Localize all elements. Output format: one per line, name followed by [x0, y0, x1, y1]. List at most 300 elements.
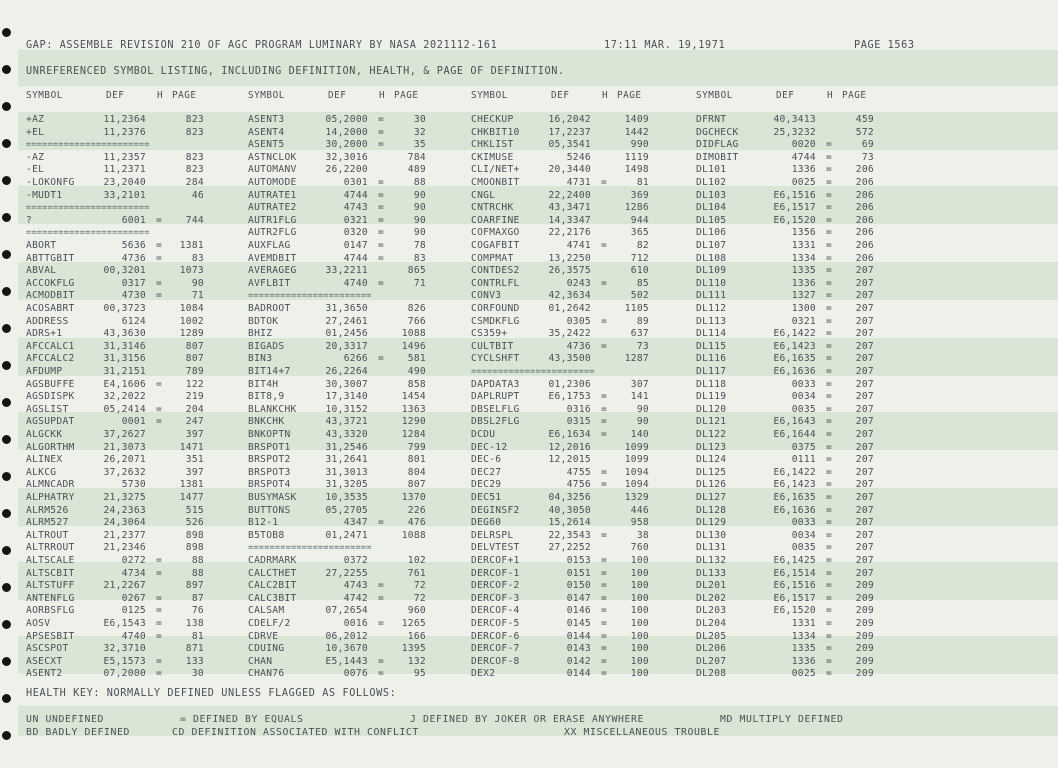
symbol-page: 807 [185, 340, 204, 352]
symbol-health: = [826, 441, 833, 453]
symbol-def: 0016 [343, 618, 368, 629]
page-number: PAGE 1563 [854, 40, 915, 51]
feed-hole [2, 324, 11, 333]
symbol-name: DELRSPL [471, 529, 514, 541]
symbol-health: = [378, 139, 385, 151]
symbol-name: AOSV [26, 618, 51, 629]
symbol-name: CMOONBIT [471, 177, 520, 188]
symbol-page: 960 [407, 605, 426, 617]
symbol-page: 85 [636, 277, 649, 289]
symbol-health: = [156, 277, 163, 289]
symbol-def: 0153 [566, 555, 591, 566]
symbol-page: 81 [636, 177, 649, 188]
symbol-page: 207 [855, 340, 874, 352]
symbol-page: 760 [630, 542, 649, 554]
symbol-page: 207 [855, 315, 874, 327]
symbol-health: = [826, 618, 833, 629]
symbol-health: = [156, 416, 163, 428]
symbol-health: = [826, 202, 833, 214]
symbol-name: DL126 [696, 479, 727, 491]
column-header-def: DEF [106, 90, 125, 101]
symbol-def: 0020 [791, 139, 816, 151]
symbol-page: 69 [861, 139, 874, 151]
symbol-page: 1284 [401, 429, 426, 440]
symbol-page: 581 [407, 353, 426, 365]
symbol-name: ABTTGBIT [26, 252, 75, 264]
symbol-name: DERCOF-6 [471, 630, 520, 642]
symbol-name: DEC-6 [471, 454, 502, 466]
symbol-name: DL107 [696, 240, 727, 251]
symbol-health: = [601, 555, 608, 566]
symbol-page: 207 [855, 403, 874, 415]
separator-text: ======================= [26, 140, 150, 151]
symbol-health: = [601, 416, 608, 428]
symbol-name: ALRM526 [26, 504, 69, 516]
symbol-page: 72 [413, 580, 426, 592]
symbol-page: 209 [855, 643, 874, 655]
symbol-health: = [601, 643, 608, 655]
symbol-page: 799 [407, 441, 426, 453]
symbol-name: BNKCHK [248, 416, 285, 428]
symbol-def: 14,3347 [548, 214, 591, 226]
symbol-page: 207 [855, 454, 874, 466]
symbol-page: 1094 [624, 479, 649, 491]
symbol-health: = [826, 151, 833, 163]
symbol-name: DEC29 [471, 479, 502, 491]
symbol-def: 4744 [343, 252, 368, 264]
symbol-def: 10,3152 [325, 403, 368, 415]
symbol-name: AUTOMANV [248, 164, 297, 176]
symbol-page: 100 [630, 618, 649, 629]
symbol-page: 784 [407, 151, 426, 163]
symbol-def: 0034 [791, 529, 816, 541]
symbol-page: 204 [185, 403, 204, 415]
symbol-page: 1073 [179, 265, 204, 277]
symbol-def: 33,2101 [103, 189, 146, 201]
symbol-name: ASECXT [26, 655, 63, 667]
symbol-name: DL122 [696, 429, 727, 440]
symbol-def: 4755 [566, 466, 591, 478]
symbol-def: 26,2071 [103, 454, 146, 466]
symbol-health: = [156, 290, 163, 302]
symbol-name: BRSPOT4 [248, 479, 291, 491]
symbol-def: 00,3201 [103, 265, 146, 277]
column-header-symbol: SYMBOL [248, 90, 285, 101]
symbol-def: 4347 [343, 517, 368, 529]
symbol-def: 26,3575 [548, 265, 591, 277]
symbol-page: 1477 [179, 492, 204, 503]
symbol-name: DL130 [696, 529, 727, 541]
symbol-page: 90 [413, 202, 426, 214]
feed-hole [2, 657, 11, 666]
symbol-health: = [826, 529, 833, 541]
column-header-symbol: SYMBOL [696, 90, 733, 101]
symbol-def: 4740 [343, 277, 368, 289]
symbol-page: 90 [636, 416, 649, 428]
feed-hole [2, 472, 11, 481]
column-header-page: PAGE [617, 90, 642, 101]
symbol-health: = [378, 177, 385, 188]
symbol-page: 90 [413, 214, 426, 226]
symbol-page: 284 [185, 177, 204, 188]
symbol-name: ACCOKFLG [26, 277, 75, 289]
feed-hole [2, 213, 11, 222]
symbol-health: = [601, 340, 608, 352]
symbol-def: 30,3007 [325, 378, 368, 390]
symbol-name: ASENT2 [26, 668, 63, 680]
symbol-name: ? [26, 214, 33, 226]
symbol-name: CADRMARK [248, 555, 297, 566]
feed-hole [2, 361, 11, 370]
symbol-health: = [826, 303, 833, 314]
symbol-name: +AZ [26, 114, 45, 125]
symbol-name: DL103 [696, 189, 727, 201]
symbol-name: DL104 [696, 202, 727, 214]
symbol-def: 4741 [566, 240, 591, 251]
symbol-health: = [826, 517, 833, 529]
symbol-name: BHIZ [248, 328, 273, 340]
column-header-page: PAGE [394, 90, 419, 101]
symbol-page: 100 [630, 592, 649, 604]
separator-text: ======================= [471, 367, 595, 377]
symbol-def: 21,2346 [103, 542, 146, 554]
symbol-page: 1498 [624, 164, 649, 176]
symbol-name: ALTROUT [26, 529, 69, 541]
symbol-page: 897 [185, 580, 204, 592]
symbol-def: 0321 [343, 214, 368, 226]
symbol-name: CALC2BIT [248, 580, 297, 592]
symbol-name: DL113 [696, 315, 727, 327]
symbol-def: 4731 [566, 177, 591, 188]
symbol-page: 100 [630, 668, 649, 680]
symbol-health: = [826, 504, 833, 516]
symbol-name: DERCOF-1 [471, 567, 520, 579]
symbol-page: 32 [413, 126, 426, 138]
symbol-name: DL208 [696, 668, 727, 680]
symbol-name: ALINEX [26, 454, 63, 466]
symbol-health: = [826, 668, 833, 680]
symbol-health: = [601, 277, 608, 289]
symbol-name: AUTRATE1 [248, 189, 297, 201]
symbol-def: 0320 [343, 227, 368, 239]
symbol-name: DEC51 [471, 492, 502, 503]
symbol-page: 88 [413, 177, 426, 188]
symbol-name: ALGORTHM [26, 441, 75, 453]
symbol-health: = [156, 668, 163, 680]
symbol-page: 207 [855, 441, 874, 453]
symbol-def: 12,2016 [548, 441, 591, 453]
symbol-page: 95 [413, 668, 426, 680]
symbol-def: 43,3320 [325, 429, 368, 440]
symbol-name: BRSPOT1 [248, 441, 291, 453]
symbol-def: 25,3232 [773, 126, 816, 138]
symbol-page: 82 [636, 240, 649, 251]
symbol-name: ABORT [26, 240, 57, 251]
symbol-page: 1381 [179, 240, 204, 251]
symbol-def: 43,3471 [548, 202, 591, 214]
symbol-page: 1329 [624, 492, 649, 503]
symbol-page: 206 [855, 227, 874, 239]
column-header-def: DEF [328, 90, 347, 101]
symbol-page: 90 [636, 403, 649, 415]
symbol-page: 807 [185, 353, 204, 365]
symbol-page: 207 [855, 542, 874, 554]
symbol-def: 0243 [566, 277, 591, 289]
symbol-name: BUTTONS [248, 504, 291, 516]
symbol-page: 365 [630, 227, 649, 239]
symbol-def: 1335 [791, 265, 816, 277]
symbol-name: ALPHATRY [26, 492, 75, 503]
symbol-def: 1300 [791, 303, 816, 314]
symbol-health: = [826, 630, 833, 642]
symbol-page: 207 [855, 303, 874, 314]
symbol-name: CDRVE [248, 630, 279, 642]
symbol-def: 0372 [343, 555, 368, 566]
symbol-def: E6,1422 [773, 466, 816, 478]
symbol-name: CALC3BIT [248, 592, 297, 604]
symbol-health: = [826, 391, 833, 403]
health-key-multiply-defined: MD MULTIPLY DEFINED [720, 714, 844, 725]
symbol-page: 100 [630, 630, 649, 642]
symbol-name: DERCOF+1 [471, 555, 520, 566]
symbol-health: = [826, 492, 833, 503]
symbol-page: 459 [855, 114, 874, 125]
symbol-def: E6,1520 [773, 605, 816, 617]
symbol-def: 1336 [791, 277, 816, 289]
symbol-def: 4742 [343, 592, 368, 604]
symbol-page: 209 [855, 580, 874, 592]
symbol-name: DL117 [696, 366, 727, 377]
symbol-name: -LOKONFG [26, 177, 75, 188]
symbol-name: COMPMAT [471, 252, 514, 264]
symbol-name: ASENT4 [248, 126, 285, 138]
symbol-health: = [156, 378, 163, 390]
symbol-def: 06,2012 [325, 630, 368, 642]
symbol-name: ABVAL [26, 265, 57, 277]
symbol-name: DL102 [696, 177, 727, 188]
symbol-def: 23,2040 [103, 177, 146, 188]
symbol-page: 1099 [624, 454, 649, 466]
symbol-name: CHKLIST [471, 139, 514, 151]
symbol-name: DL204 [696, 618, 727, 629]
symbol-name: ALRM527 [26, 517, 69, 529]
symbol-name: ADRS+1 [26, 328, 63, 340]
symbol-health: = [378, 126, 385, 138]
symbol-health: = [826, 290, 833, 302]
print-datetime: 17:11 MAR. 19,1971 [604, 40, 726, 51]
symbol-name: CHAN [248, 655, 273, 667]
symbol-page: 1395 [401, 643, 426, 655]
symbol-page: 207 [855, 504, 874, 516]
symbol-def: 21,2377 [103, 529, 146, 541]
symbol-page: 1084 [179, 303, 204, 314]
symbol-name: ASENT3 [248, 114, 285, 125]
symbol-def: E6,1425 [773, 555, 816, 566]
symbol-page: 766 [407, 315, 426, 327]
symbol-def: 0144 [566, 668, 591, 680]
symbol-def: 27,2255 [325, 567, 368, 579]
symbol-page: 207 [855, 529, 874, 541]
symbol-def: E6,1422 [773, 328, 816, 340]
symbol-page: 446 [630, 504, 649, 516]
symbol-name: DEGINSF2 [471, 504, 520, 516]
symbol-def: E6,1643 [773, 416, 816, 428]
feed-hole [2, 731, 11, 740]
symbol-def: 43,3721 [325, 416, 368, 428]
symbol-name: AUXFLAG [248, 240, 291, 251]
health-key-misc-trouble: XX MISCELLANEOUS TROUBLE [564, 727, 720, 738]
symbol-name: CDELF/2 [248, 618, 291, 629]
symbol-name: DL128 [696, 504, 727, 516]
symbol-def: 0111 [791, 454, 816, 466]
symbol-name: DEC-12 [471, 441, 508, 453]
symbol-health: = [826, 139, 833, 151]
symbol-def: 07,2000 [103, 668, 146, 680]
symbol-def: 11,2376 [103, 126, 146, 138]
symbol-name: DL129 [696, 517, 727, 529]
symbol-name: DERCOF-7 [471, 643, 520, 655]
symbol-def: 31,3650 [325, 303, 368, 314]
symbol-page: 138 [185, 618, 204, 629]
symbol-name: DL125 [696, 466, 727, 478]
symbol-def: 24,2363 [103, 504, 146, 516]
symbol-name: CYCLSHFT [471, 353, 520, 365]
symbol-name: AVFLBIT [248, 277, 291, 289]
assembly-title: GAP: ASSEMBLE REVISION 210 OF AGC PROGRAM LUMINARY BY NASA 2021112-161 [26, 40, 498, 51]
symbol-def: 17,2237 [548, 126, 591, 138]
symbol-name: DL114 [696, 328, 727, 340]
symbol-name: DERCOF-8 [471, 655, 520, 667]
symbol-name: DL108 [696, 252, 727, 264]
symbol-health: = [156, 555, 163, 566]
symbol-def: E6,1517 [773, 592, 816, 604]
symbol-health: = [826, 416, 833, 428]
symbol-name: DELVTEST [471, 542, 520, 554]
symbol-def: 24,3064 [103, 517, 146, 529]
symbol-page: 226 [407, 504, 426, 516]
symbol-def: 0150 [566, 580, 591, 592]
symbol-page: 1370 [401, 492, 426, 503]
symbol-def: 0033 [791, 517, 816, 529]
symbol-health: = [378, 114, 385, 125]
symbol-def: E6,1636 [773, 366, 816, 377]
symbol-page: 476 [407, 517, 426, 529]
symbol-health: = [826, 592, 833, 604]
symbol-page: 206 [855, 202, 874, 214]
symbol-health: = [826, 567, 833, 579]
symbol-name: DL123 [696, 441, 727, 453]
symbol-page: 1088 [401, 328, 426, 340]
symbol-page: 1363 [401, 403, 426, 415]
symbol-page: 1409 [624, 114, 649, 125]
symbol-def: 22,2400 [548, 189, 591, 201]
symbol-def: 5636 [121, 240, 146, 251]
symbol-def: 13,2250 [548, 252, 591, 264]
symbol-name: ASENT5 [248, 139, 285, 151]
symbol-page: 1496 [401, 340, 426, 352]
symbol-def: 1334 [791, 252, 816, 264]
symbol-page: 712 [630, 252, 649, 264]
symbol-page: 83 [413, 252, 426, 264]
symbol-def: 10,3535 [325, 492, 368, 503]
symbol-name: ALTRROUT [26, 542, 75, 554]
symbol-name: COGAFBIT [471, 240, 520, 251]
symbol-def: 16,2042 [548, 114, 591, 125]
symbol-def: 32,3016 [325, 151, 368, 163]
symbol-def: 0035 [791, 403, 816, 415]
symbol-page: 207 [855, 429, 874, 440]
symbol-page: 207 [855, 567, 874, 579]
symbol-def: 21,2267 [103, 580, 146, 592]
symbol-def: 31,2151 [103, 366, 146, 377]
symbol-def: E6,1543 [103, 618, 146, 629]
symbol-name: DEC27 [471, 466, 502, 478]
symbol-def: 0315 [566, 416, 591, 428]
symbol-def: 0267 [121, 592, 146, 604]
symbol-def: 4743 [343, 580, 368, 592]
symbol-page: 209 [855, 605, 874, 617]
symbol-page: 132 [407, 655, 426, 667]
symbol-name: ALMNCADR [26, 479, 75, 491]
symbol-def: 01,2306 [548, 378, 591, 390]
symbol-name: AUTR2FLG [248, 227, 297, 239]
column-header-page: PAGE [842, 90, 867, 101]
symbol-def: 05,3541 [548, 139, 591, 151]
symbol-name: DEG60 [471, 517, 502, 529]
symbol-name: DL106 [696, 227, 727, 239]
separator-text: ======================= [26, 203, 150, 214]
symbol-page: 133 [185, 655, 204, 667]
symbol-health: = [378, 668, 385, 680]
symbol-page: 83 [191, 252, 204, 264]
symbol-page: 71 [413, 277, 426, 289]
symbol-page: 1105 [624, 303, 649, 314]
symbol-page: 122 [185, 378, 204, 390]
symbol-name: CULTBIT [471, 340, 514, 352]
symbol-page: 490 [407, 366, 426, 377]
symbol-def: 4743 [343, 202, 368, 214]
symbol-name: B12-1 [248, 517, 279, 529]
symbol-health: = [826, 252, 833, 264]
symbol-name: DL115 [696, 340, 727, 352]
symbol-page: 207 [855, 290, 874, 302]
symbol-def: 35,2422 [548, 328, 591, 340]
symbol-page: 807 [407, 479, 426, 491]
symbol-page: 1094 [624, 466, 649, 478]
symbol-def: 11,2364 [103, 114, 146, 125]
symbol-health: = [826, 353, 833, 365]
symbol-page: 351 [185, 454, 204, 466]
symbol-name: DL118 [696, 378, 727, 390]
symbol-def: E6,1516 [773, 189, 816, 201]
symbol-def: 4756 [566, 479, 591, 491]
symbol-name: ACOSABRT [26, 303, 75, 314]
symbol-def: 0375 [791, 441, 816, 453]
symbol-health: = [601, 315, 608, 327]
symbol-page: 1290 [401, 416, 426, 428]
column-header-def: DEF [551, 90, 570, 101]
symbol-name: DL201 [696, 580, 727, 592]
symbol-def: E6,1635 [773, 353, 816, 365]
symbol-page: 38 [636, 529, 649, 541]
symbol-def: E6,1517 [773, 202, 816, 214]
symbol-health: = [378, 517, 385, 529]
symbol-page: 958 [630, 517, 649, 529]
symbol-page: 206 [855, 189, 874, 201]
symbol-page: 610 [630, 265, 649, 277]
symbol-name: ALKCG [26, 466, 57, 478]
symbol-page: 100 [630, 580, 649, 592]
